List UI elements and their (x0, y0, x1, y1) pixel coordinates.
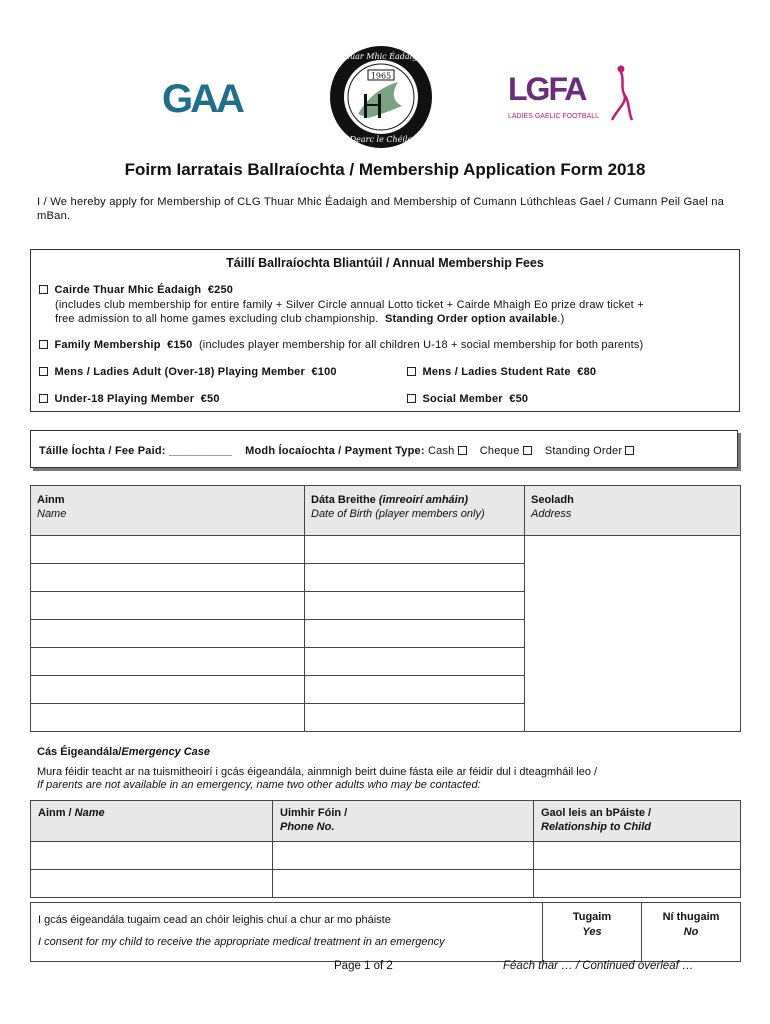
cairde-label: Cairde Thuar Mhic Éadaigh (54, 284, 202, 296)
header-address (525, 486, 741, 536)
header-phone (273, 801, 534, 842)
continued-note: Féach thar … / Continued overleaf … (503, 960, 694, 972)
option-under18 (39, 393, 220, 405)
emergency-heading (37, 746, 210, 758)
logo-row (0, 40, 770, 150)
header-relationship (534, 801, 741, 842)
cairde-details-end: .) (557, 313, 565, 325)
payment-box (30, 430, 738, 468)
consent-no-cell[interactable] (642, 903, 741, 962)
relationship-cell[interactable] (534, 842, 741, 870)
page-title: Foirm Iarratais Ballraíochta / Membership Application Form 2018 (124, 160, 646, 179)
cairde-details-text: free admission to all home games excluding club championship. (55, 313, 379, 325)
cash-checkbox[interactable] (458, 446, 467, 455)
under18-label: Under-18 Playing Member (54, 393, 195, 405)
header-address-en: Address (531, 508, 572, 520)
social-price: €50 (509, 393, 529, 405)
emergency-heading-ga: Cás Éigeandála/ (37, 746, 122, 758)
option-family (39, 339, 643, 351)
name-cell[interactable] (31, 564, 305, 592)
header-phone-ga: Uimhir Fóin / (280, 807, 348, 819)
cairde-details-line1: (includes club membership for entire family + Silver Circle annual Lotto ticket + Cairde Mhaigh Eo prize draw ticket + (55, 299, 644, 311)
cairde-price: €250 (207, 284, 234, 296)
header-relationship-ga: Gaol leis an bPáiste / (541, 807, 652, 819)
adult-price: €100 (311, 366, 337, 378)
header-phone-en: Phone No. (280, 821, 335, 833)
fees-title: Táillí Ballraíochta Bliantúil / Annual Membership Fees (226, 256, 544, 270)
option-adult (39, 366, 337, 378)
consent-row (31, 903, 741, 962)
emergency-instructions-en: If parents are not available in an emergency, name two other adults who may be contacted: (37, 779, 481, 791)
dob-cell[interactable] (305, 704, 525, 732)
payment-type-label: Modh Íocaíochta / Payment Type: (245, 445, 425, 457)
cheque-label: Cheque (479, 445, 520, 457)
standing-order-checkbox[interactable] (625, 446, 634, 455)
table-row (31, 536, 741, 564)
consent-yes-en: Yes (582, 926, 602, 938)
crest-bottom-text: Dearc le Chéile (349, 135, 413, 144)
family-label: Family Membership (54, 339, 161, 351)
intro-text: I / We hereby apply for Membership of CLG Thuar Mhic Éadaigh and Membership of Cumann Lúthchleas Gael / Cumann Peil Gael na mBan. (37, 196, 725, 222)
cheque-checkbox[interactable] (523, 446, 532, 455)
emergency-table-header (31, 801, 741, 842)
consent-text (31, 903, 543, 962)
header-name (31, 486, 305, 536)
header-name-en: Name (37, 508, 67, 520)
header-contact-name (31, 801, 273, 842)
adult-label: Mens / Ladies Adult (Over-18) Playing Member (54, 366, 305, 378)
header-contact-name-ga: Ainm / (38, 807, 75, 819)
student-label: Mens / Ladies Student Rate (422, 366, 571, 378)
relationship-cell[interactable] (534, 870, 741, 898)
cairde-checkbox[interactable] (39, 285, 48, 294)
header-address-ga: Seoladh (531, 494, 574, 506)
members-table-header (31, 486, 741, 536)
consent-text-ga: I gcás éigeandála tugaim cead an chóir leighis chuí a chur ar mo pháiste (38, 914, 391, 926)
gaa-logo-text: GAA (162, 78, 242, 118)
header-dob-ga-note: (imreoirí amháin) (378, 494, 469, 506)
student-price: €80 (577, 366, 597, 378)
lgfa-logo (506, 62, 638, 126)
family-checkbox[interactable] (39, 340, 48, 349)
dob-cell[interactable] (305, 620, 525, 648)
header-dob (305, 486, 525, 536)
payment-row (39, 445, 634, 457)
header-relationship-en: Relationship to Child (541, 821, 651, 833)
standing-order-label: Standing Order (544, 445, 623, 457)
contact-name-cell[interactable] (31, 870, 273, 898)
header-dob-en: Date of Birth (player members only) (311, 508, 485, 520)
under18-checkbox[interactable] (39, 394, 48, 403)
table-row (31, 842, 741, 870)
name-cell[interactable] (31, 676, 305, 704)
consent-yes-cell[interactable] (543, 903, 642, 962)
members-table (30, 485, 741, 732)
emergency-instructions (37, 766, 737, 792)
standing-order-note: Standing Order option available (384, 313, 558, 325)
dob-cell[interactable] (305, 592, 525, 620)
consent-table (30, 902, 741, 962)
consent-no-ga: Ní thugaim (662, 911, 720, 923)
dob-cell[interactable] (305, 648, 525, 676)
name-cell[interactable] (31, 620, 305, 648)
header-name-ga: Ainm (37, 494, 65, 506)
student-checkbox[interactable] (407, 367, 416, 376)
cash-label: Cash (428, 445, 455, 457)
adult-checkbox[interactable] (39, 367, 48, 376)
option-cairde (39, 284, 233, 296)
dob-cell[interactable] (305, 676, 525, 704)
name-cell[interactable] (31, 704, 305, 732)
header-contact-name-en: Name (74, 807, 105, 819)
emergency-instructions-ga: Mura féidir teacht ar na tuismitheoirí i gcás éigeandála, ainmnigh beirt duine fásta eile ar féidir dul i dteagmháil leo / (37, 766, 598, 778)
header-dob-ga: Dáta Breithe (311, 494, 376, 506)
page-number: Page 1 of 2 (334, 960, 393, 972)
lgfa-logo-text: LGFA (508, 71, 586, 107)
phone-cell[interactable] (273, 870, 534, 898)
name-cell[interactable] (31, 592, 305, 620)
dob-cell[interactable] (305, 536, 525, 564)
option-social (407, 393, 528, 405)
name-cell[interactable] (31, 648, 305, 676)
family-note: (includes player membership for all children U-18 + social membership for both parents) (198, 339, 644, 351)
cairde-details-line2 (55, 313, 565, 325)
social-label: Social Member (422, 393, 503, 405)
contact-name-cell[interactable] (31, 842, 273, 870)
consent-no-en: No (683, 926, 699, 938)
dob-cell[interactable] (305, 564, 525, 592)
consent-yes-ga: Tugaim (572, 911, 612, 923)
phone-cell[interactable] (273, 842, 534, 870)
social-checkbox[interactable] (407, 394, 416, 403)
family-price: €150 (167, 339, 193, 351)
crest-year: 1965 (370, 71, 392, 81)
consent-text-en: I consent for my child to receive the appropriate medical treatment in an emergency (38, 936, 445, 948)
emergency-contacts-table (30, 800, 741, 898)
name-cell[interactable] (31, 536, 305, 564)
fees-box (30, 249, 740, 412)
under18-price: €50 (200, 393, 220, 405)
emergency-heading-en: Emergency Case (121, 746, 211, 758)
fee-paid-field[interactable]: __________ (168, 445, 233, 457)
fee-paid-label: Táille Íochta / Fee Paid: (39, 445, 166, 457)
gaa-logo (162, 78, 270, 118)
table-row (31, 870, 741, 898)
address-cell[interactable] (525, 536, 741, 732)
lgfa-logo-subtext: LADIES GAELIC FOOTBALL (508, 113, 600, 120)
crest-top-text: Thuar Mhic Éadaigh (339, 52, 423, 61)
option-student (407, 366, 596, 378)
club-crest (328, 44, 434, 150)
